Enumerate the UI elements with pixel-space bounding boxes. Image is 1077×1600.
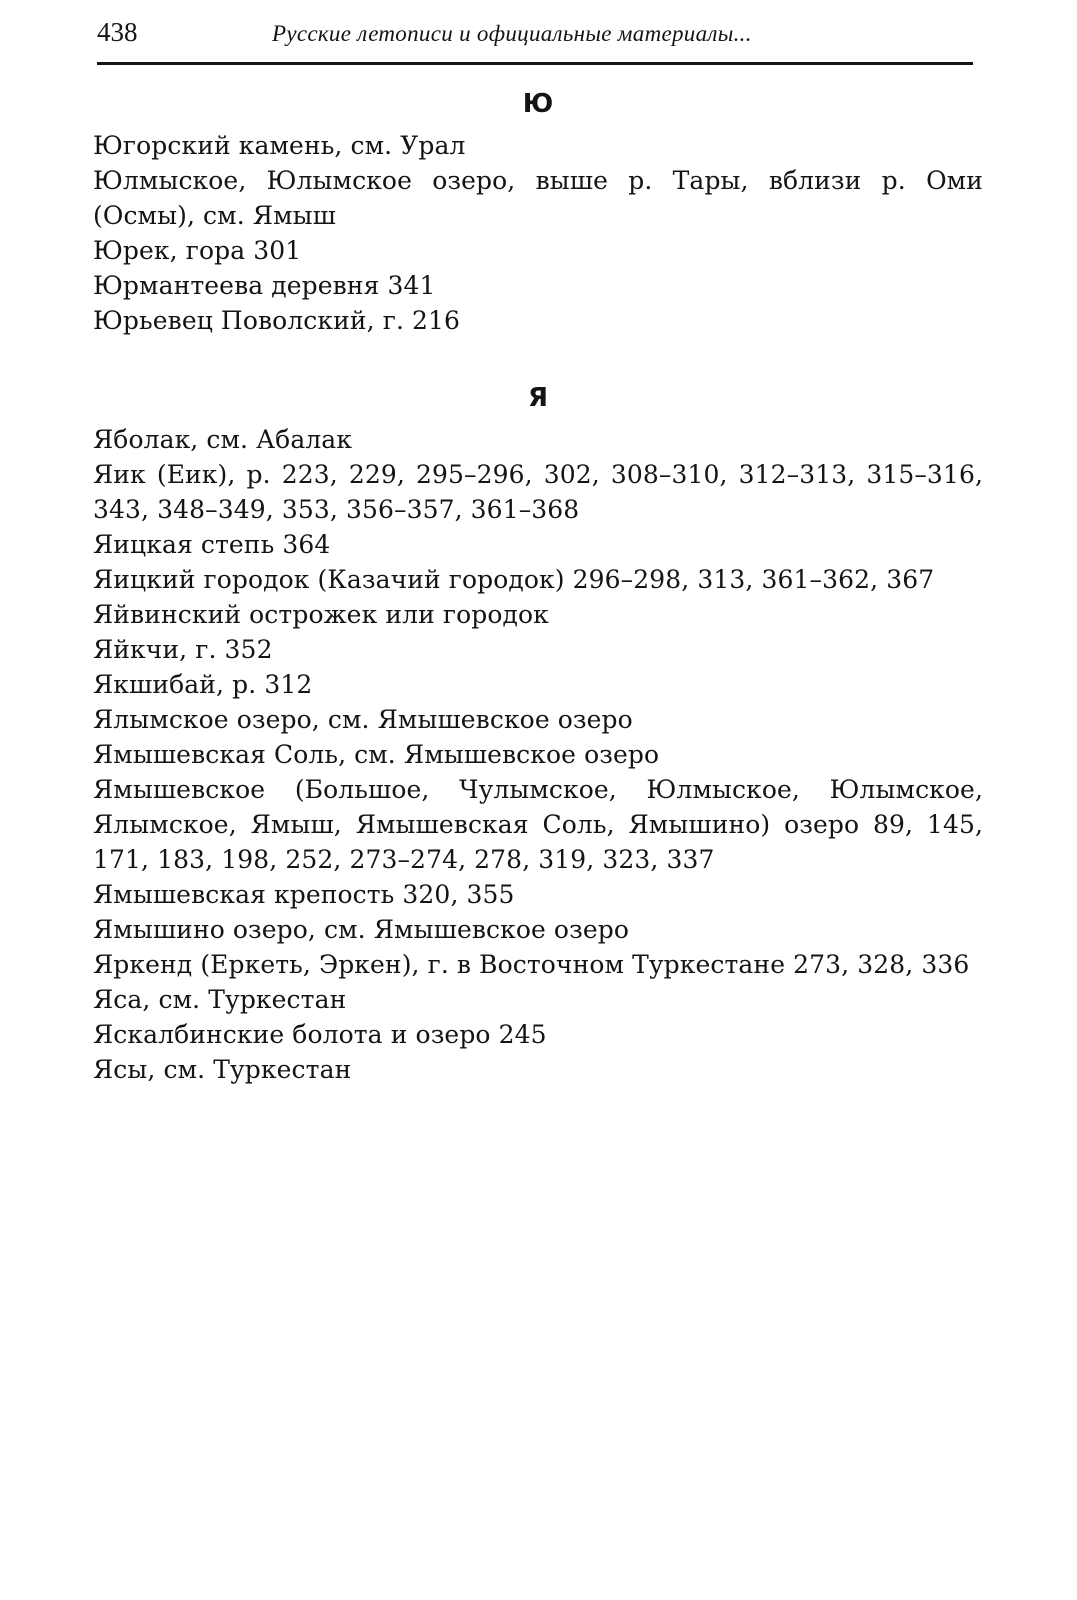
index-entry: Яскалбинские болота и озеро 245 [93, 1020, 547, 1049]
section-letter: Я [527, 383, 549, 413]
index-entry: Яйкчи, г. 352 [93, 635, 273, 664]
index-entry: Ямышино озеро, см. Ямышевское озеро [93, 915, 629, 944]
index-section-ya [93, 380, 983, 1087]
index-entry: Юрмантеева деревня 341 [93, 271, 436, 300]
index-entry: Ямышевская Соль, см. Ямышевское озеро [93, 740, 660, 769]
index-entry: Яса, см. Туркестан [93, 985, 347, 1014]
index-entry: Юлмыское, Юлымское озеро, выше р. Тары, вблизи р. Оми (Осмы), см. Ямыш [93, 166, 983, 230]
index-entry: Ямышевское (Большое, Чулымское, Юлмыское, Юлымское, Ялымское, Ямыш, Ямышевская Соль, Ямышино) озеро 89, 145, 171, 183, 198, 252, 273–274, 278, 319, 323, 337 [93, 775, 983, 874]
index-entry: Яицкая степь 364 [93, 530, 331, 559]
index-entry: Яркенд (Еркеть, Эркен), г. в Восточном Туркестане 273, 328, 336 [93, 950, 970, 979]
index-entry: Югорский камень, см. Урал [93, 131, 466, 160]
index-entry: Ялымское озеро, см. Ямышевское озеро [93, 705, 633, 734]
header-rule [97, 62, 973, 65]
index-entry: Яицкий городок (Казачий городок) 296–298, 313, 361–362, 367 [93, 565, 935, 594]
index-entry: Ямышевская крепость 320, 355 [93, 880, 515, 909]
index-entry: Юрьевец Поволский, г. 216 [93, 306, 461, 335]
index-entry: Яболак, см. Абалак [93, 425, 353, 454]
section-letter: Ю [522, 89, 554, 119]
index-entries [93, 422, 983, 1087]
running-head [97, 14, 972, 54]
index-entry: Яик (Еик), р. 223, 229, 295–296, 302, 308–310, 312–313, 315–316, 343, 348–349, 353, 356–357, 361–368 [93, 460, 983, 524]
page-number: 438 [97, 17, 138, 47]
index-entry: Яйвинский острожек или городок [93, 600, 549, 629]
running-title: Русские летописи и официальные материалы... [272, 21, 752, 46]
index-section-yu [93, 86, 983, 338]
index-entry: Ясы, см. Туркестан [93, 1055, 352, 1084]
index-entry: Якшибай, р. 312 [93, 670, 313, 699]
index-entry: Юрек, гора 301 [93, 236, 302, 265]
index-entries [93, 128, 983, 338]
